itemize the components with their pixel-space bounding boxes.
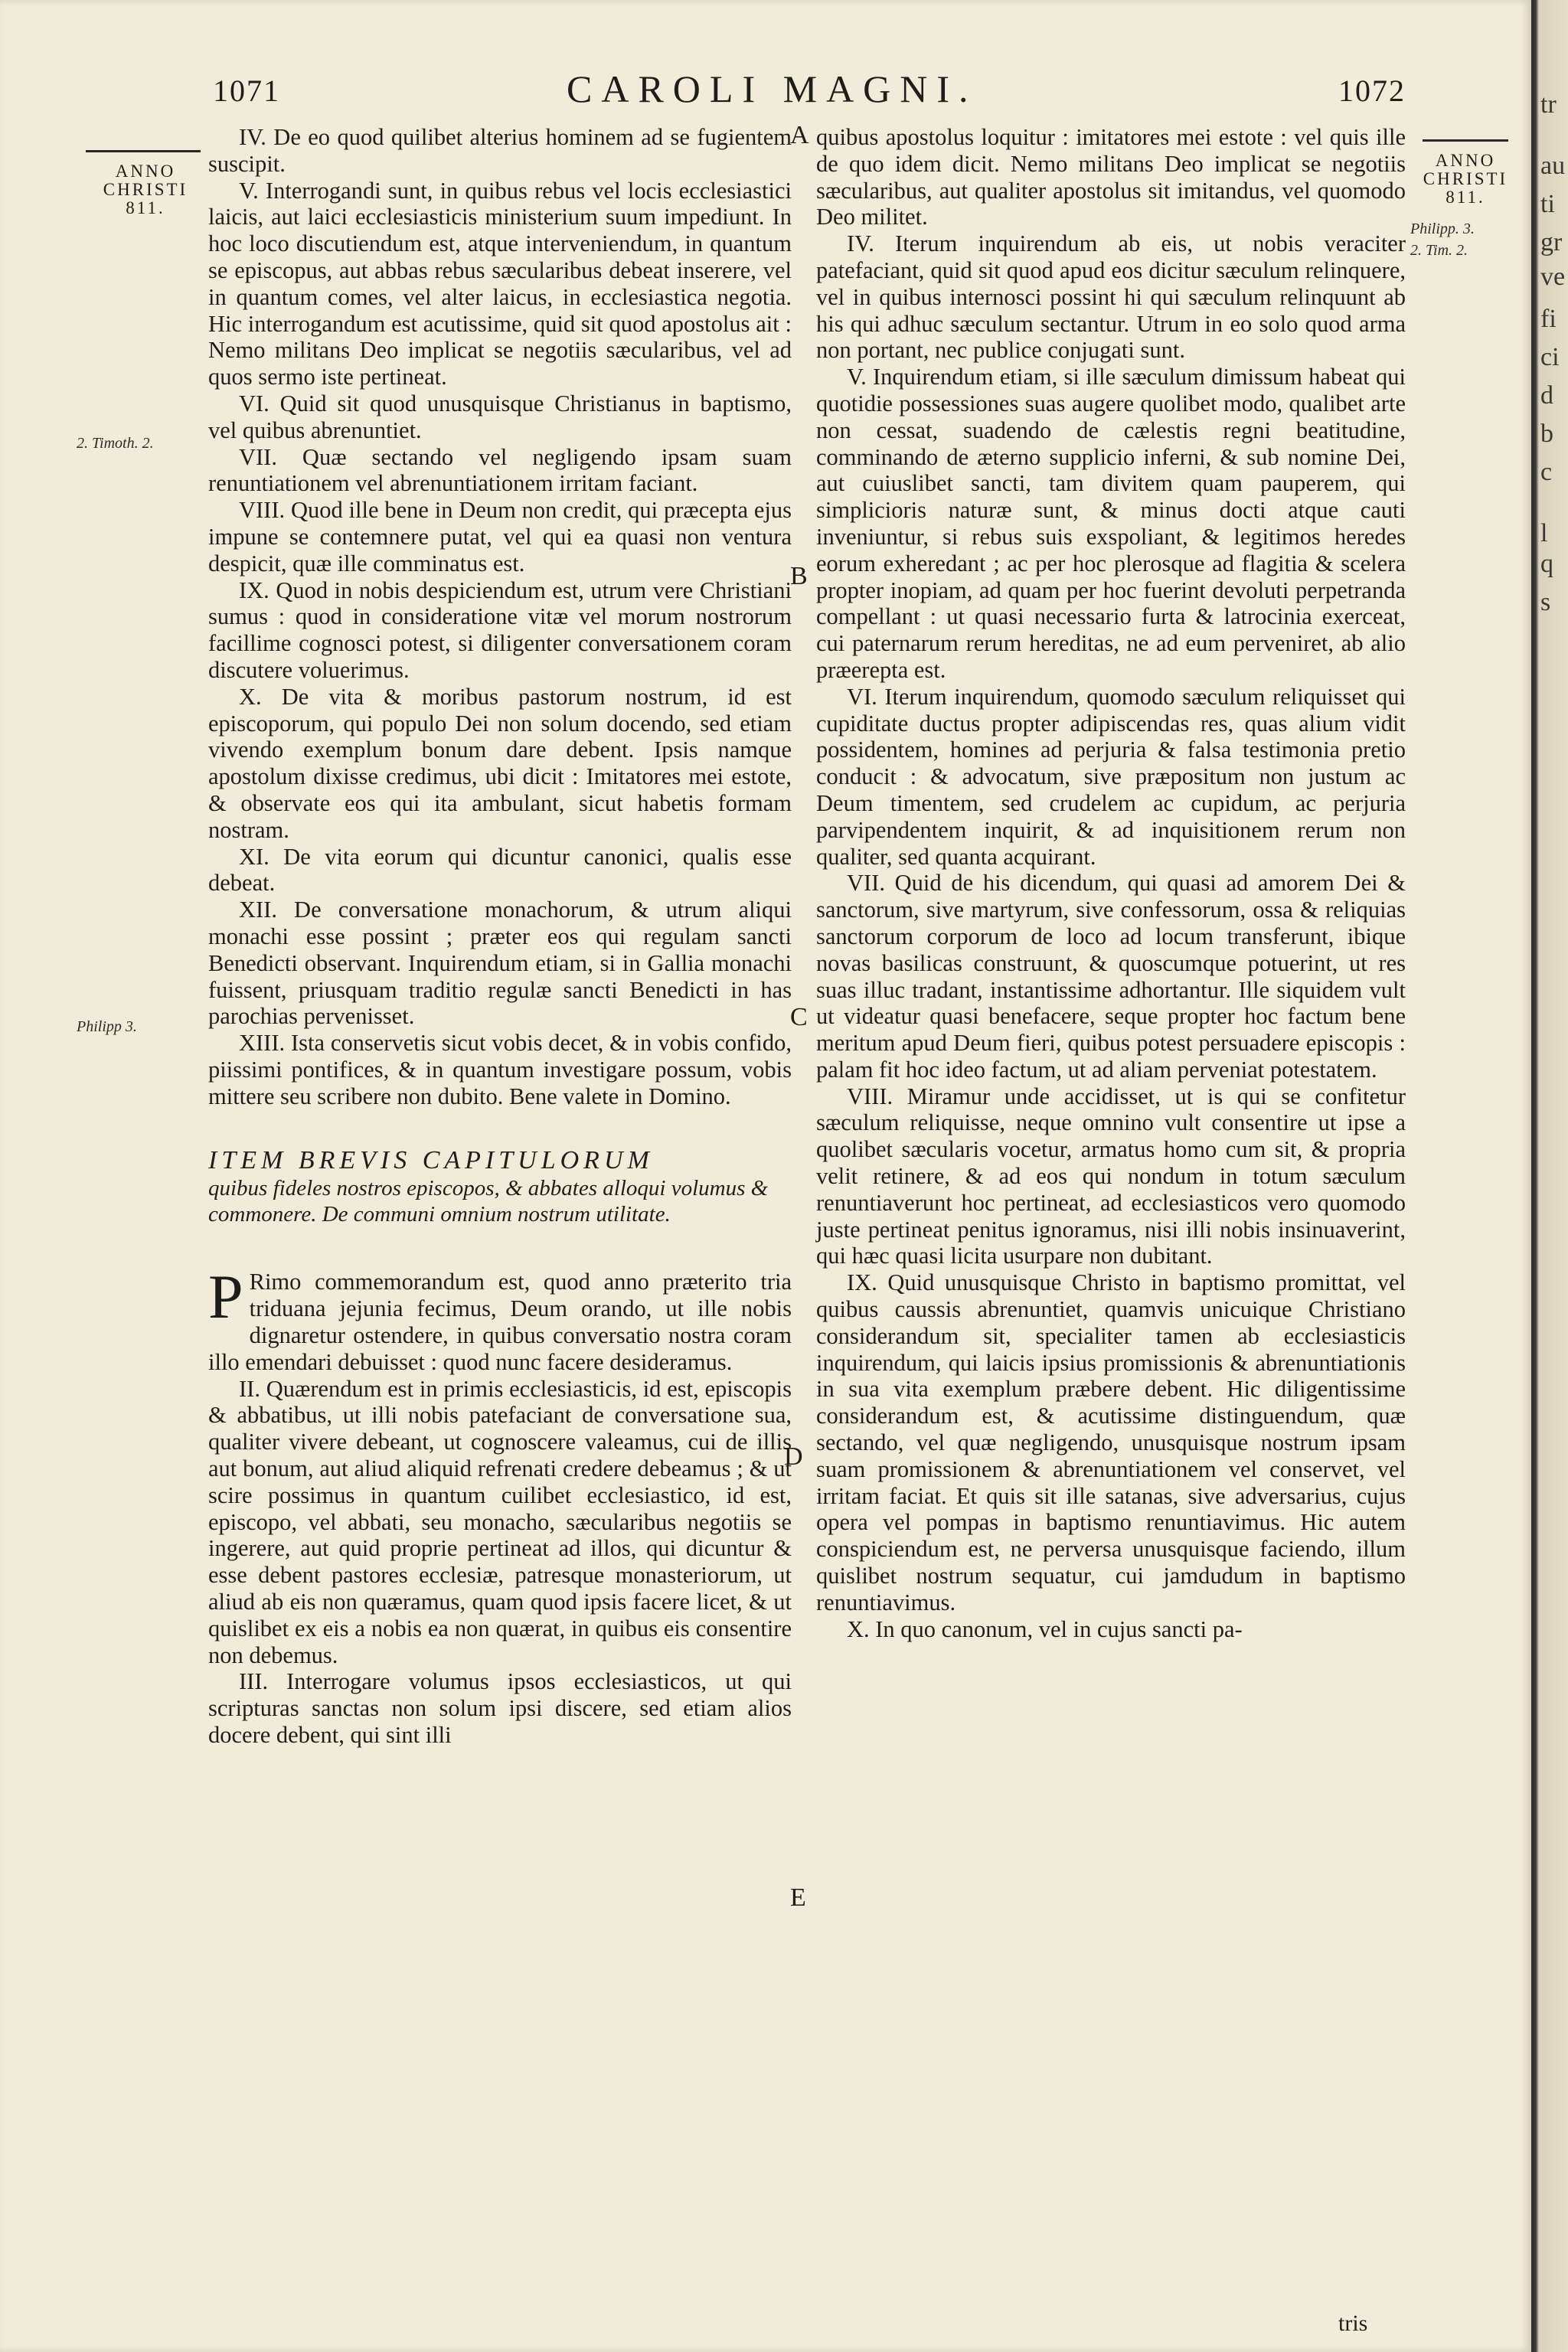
primo-paragraph: [208, 1262, 792, 1375]
adjacent-fragment: au: [1540, 152, 1566, 180]
right-paragraph: VI. Iterum inquirendum, quomodo sæculum reliquisset qui cupiditate ductus propter adipiscendas res, quas alium vidit possidentem, homines ad perjuria & falsa testimonia pretio conducit : & advocatum, sive præpositum non justum ac Deum timentem, sed crudelem ac cupidum, ac perjuria parvipendentem inquirit, & ad inquisitionem rerum non qualiter, sed quanta acquirant.: [816, 683, 1406, 870]
adjacent-fragment: c: [1540, 458, 1553, 486]
adjacent-fragment: tr: [1540, 90, 1557, 119]
adjacent-fragment: ti: [1540, 190, 1555, 218]
left-paragraph: XII. De conversatione monachorum, & utrum aliqui monachi esse possint ; præter eos qui regulam sancti Benedicti observant. Inquirendum etiam, si in Gallia monachi fuissent, priusquam traditio regulæ sancti Benedicti in has parochias pervenisset.: [208, 897, 792, 1030]
left-paragraph: IX. Quod in nobis despiciendum est, utrum vere Christiani sumus : quod in consideratione vitæ vel morum nostrorum facillime cognosci potest, si diligenter conversationem coram discutere voluerimus.: [208, 577, 792, 683]
left-paragraph: V. Interrogandi sunt, in quibus rebus vel locis ecclesiastici laicis, aut laici ecclesiasticis ministerium suum impediunt. In hoc loco discutiendum est, atque interveniendum, in quantum se episcopus, aut abbas rebus sæcularibus debeat inserere, vel in quantum comes, vel alter laicus, in ecclesiastica negotia. Hic interrogandum est acutissime, quid sit quod apostolus ait : Nemo militans Deo implicat se negotiis sæcularibus, vel ad quos sermo iste pertineat.: [208, 177, 792, 390]
margin-ref-timothy-right: 2. Tim. 2.: [1410, 242, 1468, 259]
margin-rule-right: [1423, 139, 1508, 142]
running-head: [0, 67, 1531, 119]
left-paragraph: IV. De eo quod quilibet alterius hominem ad se fugientem suscipit.: [208, 124, 792, 177]
running-title: CAROLI MAGNI.: [567, 67, 978, 110]
section-letter-d: D: [784, 1442, 803, 1471]
left-paragraph: II. Quærendum est in primis ecclesiasticis, id est, episcopis & abbatibus, ut illi nobis patefaciant de conversatione sua, qualiter vivere debeant, ut cognoscere valeamus, cui de illis aut bonum, aut aliud aliquid refrenati credere debeamus ; & ut scire possimus in quantum cuilibet ecclesiastico, id est, episcopo, vel abbati, seu monacho, sæcularibus negotiis se ingerere, aut quid proprie pertineat ad illos, qui dicuntur & esse debent pastores ecclesiæ, patresque monasteriorum, ut aliud ab eis non quæramus, quam quod ipsis facere licet, & ut quislibet ex eis a nobis ea non quærat, in quibus eis consentire non debemus.: [208, 1375, 792, 1668]
adjacent-fragment: ci: [1540, 343, 1560, 371]
page-number-left: 1071: [213, 74, 280, 108]
margin-ref-timothy: 2. Timoth. 2.: [77, 435, 154, 452]
left-column: [208, 124, 792, 1749]
right-column: [816, 124, 1406, 1642]
left-paragraph: III. Interrogare volumus ipsos ecclesiasticos, ut qui scripturas sanctas non solum ipsi discere, sed etiam alios docere debent, qui sint illi: [208, 1668, 792, 1749]
right-paragraph: VIII. Miramur unde accidisset, ut is qui se confitetur sæculum reliquisse, neque omnino vult consentire ut ipse a quolibet sæcularis vocetur, armatus homo cum sit, & propria velit retinere, & ad eos qui nondum in totum sæculum renuntiaverunt hoc pertineat, ad ecclesiasticos vero quomodo juste pertineat penitus ignoramus, nisi illi nobis insinuaverint, qui hæc quasi licita usurpare non dubitant.: [816, 1083, 1406, 1269]
anno-christi-left: ANNO CHRISTI 811.: [103, 162, 188, 217]
primo-text: Rimo commemorandum est, quod anno præterito tria triduana jejunia fecimus, Deum orando, ut ille nobis dignaretur ostendere, in quibus conversatio nostra coram illo emendari debuisset : quod nunc facere desideramus.: [208, 1269, 792, 1375]
left-paragraph: X. De vita & moribus pastorum nostrum, id est episcoporum, qui populo Dei non solum docendo, sed etiam vivendo exemplum bonum dare debent. Ipsis namque apostolum dixisse credimus, ubi dicit : Imitatores mei estote, & observate eos qui ita ambulant, sicut habetis formam nostram.: [208, 683, 792, 843]
adjacent-page-edge: [1531, 0, 1568, 2352]
left-paragraph: XI. De vita eorum qui dicuntur canonici, qualis esse debeat.: [208, 843, 792, 897]
section-letter-a: A: [790, 121, 809, 149]
section-letter-b: B: [790, 562, 808, 590]
adjacent-fragment: b: [1540, 420, 1553, 448]
adjacent-fragment: fi: [1540, 305, 1557, 333]
left-paragraph: XIII. Ista conservetis sicut vobis decet, & in vobis confido, piissimi pontifices, & in quantum investigare possum, vobis mittere seu scribere non dubito. Bene valete in Domino.: [208, 1030, 792, 1109]
adjacent-fragment: ve: [1540, 263, 1566, 291]
section-letter-e: E: [790, 1883, 806, 1912]
left-paragraph: VI. Quid sit quod unusquisque Christianus in baptismo, vel quibus abrenuntiet.: [208, 390, 792, 443]
adjacent-fragment: s: [1540, 588, 1551, 616]
right-paragraph: IX. Quid unusquisque Christo in baptismo promittat, vel quibus caussis abrenuntiet, quamvis unicuique Christiano considerandum sit, specialiter tamen ab ecclesiasticis inquirendum, qui laicis ipsius promissionis & abrenuntiationis in sua vita exemplum præbere debent. Hic diligentissime considerandum est, & acutissime distinguendum, quæ sectando, vel quæ negligendo, unusquisque nostrum ipsam suam promissionem & abrenuntiationem vel conservet, vel irritam faciat. Et quis sit ille satanas, sive adversarius, cujus opera vel pompas in baptismo renuntiavimus. Hic autem conspiciendum est, ne perversa unusquisque faciendo, illum quislibet nostrum sequatur, cui jamdudum in baptismo renuntiavimus.: [816, 1269, 1406, 1615]
section-letter-c: C: [790, 1003, 808, 1031]
margin-ref-philippians: Philipp 3.: [77, 1018, 137, 1035]
left-paragraph: VII. Quæ sectando vel negligendo ipsam suam renuntiationem vel abrenuntiationem irritam faciant.: [208, 443, 792, 497]
adjacent-fragment: d: [1540, 381, 1553, 410]
left-paragraph: VIII. Quod ille bene in Deum non credit, qui præcepta ejus impune se contemnere putat, vel qui ea quasi non ventura despicit, quæ ille comminatus est.: [208, 497, 792, 577]
section-heading-block: [208, 1146, 792, 1227]
margin-ref-philippians-right: Philipp. 3.: [1410, 220, 1475, 237]
adjacent-fragment: q: [1540, 550, 1553, 578]
right-paragraph: V. Inquirendum etiam, si ille sæculum dimissum habeat qui quotidie possessiones suas augere quolibet modo, qualibet arte non cessat, suadendo de cælestis regni beatitudine, comminando de æterno supplicio inferni, & sub nomine Dei, aut cuiuslibet sancti, tam divitem quam pauperem, qui simplicioris naturæ sunt, & minus docti atque cauti inveniuntur, si rebus suis exspoliant, & legitimos heredes eorum exheredant ; ac per hoc plerosque ad flagitia & scelera propter inopiam, ad quam per hoc fuerint devoluti perpetranda compellant : ut quasi necessario furta & latrocinia exerceat, cui paternarum rerum hereditas, ne ad eum perveniret, ab alio præerepta est.: [816, 364, 1406, 683]
page-number-right: 1072: [1338, 74, 1406, 108]
catchword: tris: [1338, 2311, 1368, 2336]
adjacent-fragment: l: [1540, 519, 1548, 547]
right-paragraph: VII. Quid de his dicendum, qui quasi ad amorem Dei & sanctorum, sive martyrum, sive confessorum, ossa & reliquias sanctorum corporum de loco ad locum transferunt, ibique novas basilicas construunt, & quoscumque potuerint, ut res suas illuc tradant, instantissime adhortantur. Ille siquidem vult ut videatur quasi benefacere, seque propter hoc factum bene meritum apud Deum fieri, quibus potest persuadere episcopis : palam fit hoc ideo factum, ut ad aliam perveniat potestatem.: [816, 870, 1406, 1083]
right-paragraph: quibus apostolus loquitur : imitatores mei estote : vel quis ille de quo idem dicit. Nemo militans Deo implicat se negotiis sæcularibus, aut qualiter apostolus sit imitandus, vel quomodo Deo militet.: [816, 124, 1406, 230]
section-heading: ITEM BREVIS CAPITULORUM: [208, 1146, 654, 1175]
drop-cap: P: [208, 1262, 243, 1332]
section-subheading: quibus fideles nostros episcopos, & abbates alloqui volumus & commonere. De communi omnium nostrum utilitate.: [208, 1176, 769, 1227]
anno-christi-right: ANNO CHRISTI 811.: [1423, 151, 1508, 207]
right-paragraph: X. In quo canonum, vel in cujus sancti pa-: [847, 1615, 1243, 1642]
adjacent-fragment: gr: [1540, 228, 1563, 256]
margin-rule-left: [86, 150, 201, 152]
right-paragraph: IV. Iterum inquirendum ab eis, ut nobis veraciter patefaciant, quid sit quod apud eos dicitur sæculum relinquere, vel in quibus internosci possint hi qui sæculum relinquunt ab his qui adhuc sæculum sectantur. Utrum in eo solo quod arma non portant, nec publice conjugati sunt.: [816, 230, 1406, 364]
